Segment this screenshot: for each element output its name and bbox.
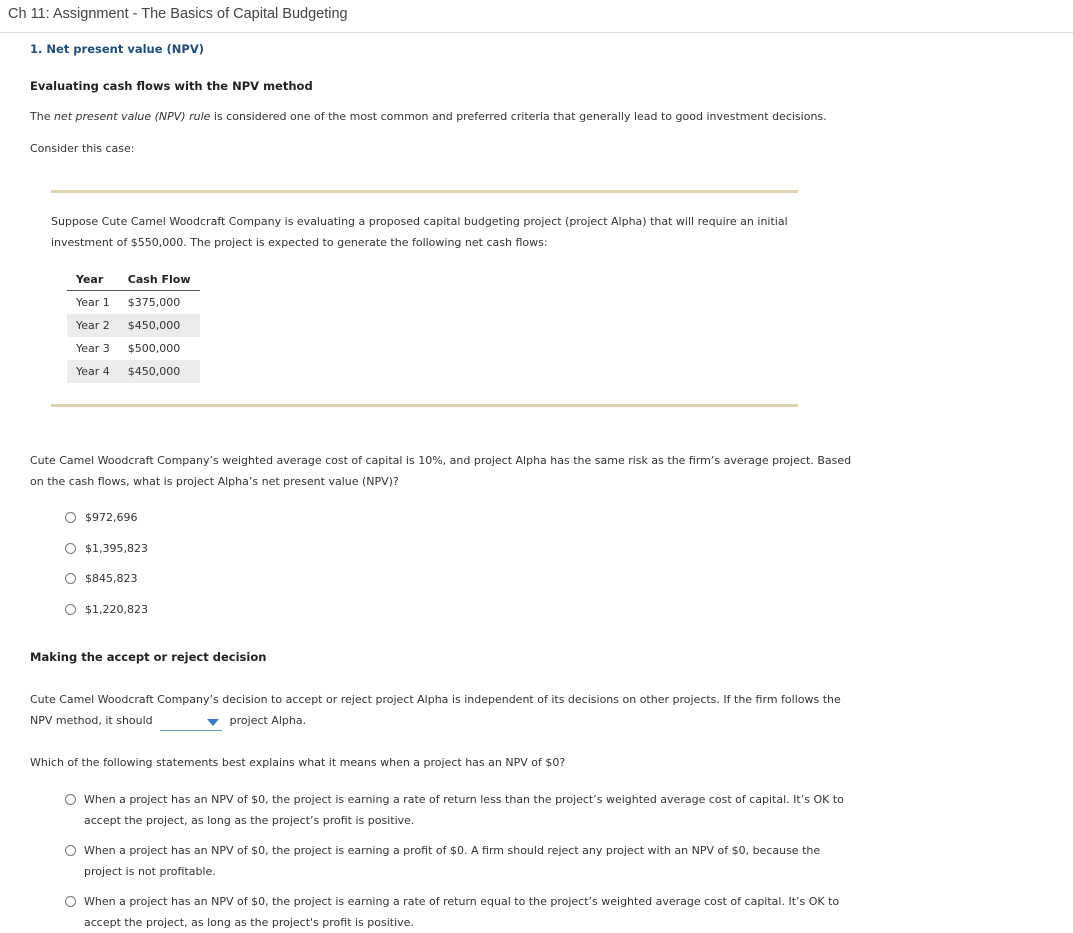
table-row <box>67 360 200 383</box>
npv-option-label: $845,823 <box>85 572 138 585</box>
case-description-line-1: Suppose Cute Camel Woodcraft Company is evaluating a proposed capital budgeting project (project Alpha) that will require an initial <box>51 215 788 228</box>
wacc-question-line-2: on the cash flows, what is project Alpha’s net present value (NPV)? <box>30 475 399 488</box>
assignment-title: Ch 11: Assignment - The Basics of Capital Budgeting <box>8 6 348 22</box>
cash-flow-column-header: Cash Flow <box>119 269 200 291</box>
radio-button[interactable] <box>65 512 76 523</box>
npv-zero-question: Which of the following statements best explains what it means when a project has an NPV of $0? <box>30 756 566 769</box>
consider-case-label: Consider this case: <box>30 142 135 155</box>
intro-text-start: The <box>30 110 54 123</box>
decision-line-2 <box>30 710 841 731</box>
table-row <box>67 314 200 337</box>
radio-button[interactable] <box>65 604 76 615</box>
assignment-header <box>0 0 1073 33</box>
npv-option-1[interactable] <box>65 511 138 524</box>
year-cell: Year 1 <box>76 296 110 309</box>
cash-flow-cell: $450,000 <box>119 314 200 337</box>
statement-line-1: When a project has an NPV of $0, the project is earning a rate of return less than the project’s weighted average cost of capital. It’s OK to <box>84 793 844 806</box>
npv-option-label: $1,220,823 <box>85 603 148 616</box>
statement-line-1: When a project has an NPV of $0, the project is earning a profit of $0. A firm should reject any project with an NPV of $0, because the <box>84 844 821 857</box>
intro-paragraph <box>30 106 827 127</box>
wacc-question <box>30 450 851 492</box>
case-description <box>51 211 788 253</box>
npv-rule-term: net present value (NPV) rule <box>53 110 211 123</box>
radio-button[interactable] <box>65 845 76 856</box>
radio-button[interactable] <box>65 896 76 907</box>
npv-option-label: $1,395,823 <box>85 542 148 555</box>
radio-button[interactable] <box>65 543 76 554</box>
cash-flow-table-header <box>67 269 200 291</box>
cash-flow-cell: $375,000 <box>127 296 181 309</box>
cash-flow-table <box>67 269 200 383</box>
statement-line-2: accept the project, as long as the project's profit is positive. <box>84 916 414 929</box>
accept-reject-dropdown[interactable] <box>160 716 222 731</box>
case-bottom-divider <box>51 404 798 407</box>
year-column-header: Year <box>67 269 119 291</box>
statement-option-text <box>84 891 845 933</box>
statement-line-2: project is not profitable. <box>84 865 216 878</box>
case-description-line-2: investment of $550,000. The project is expected to generate the following net cash flows: <box>51 236 548 249</box>
table-row <box>67 337 200 360</box>
statement-option-1[interactable] <box>65 789 845 831</box>
npv-option-4[interactable] <box>65 603 148 616</box>
wacc-question-line-1: Cute Camel Woodcraft Company’s weighted average cost of capital is 10%, and project Alpha has the same risk as the firm’s average project. Based <box>30 454 852 467</box>
npv-option-3[interactable] <box>65 572 138 585</box>
statement-option-3[interactable] <box>65 891 845 933</box>
case-top-divider <box>51 190 798 193</box>
intro-text-end: is considered one of the most common and preferred criteria that generally lead to good investment decisions. <box>210 110 827 123</box>
chevron-down-icon <box>207 719 219 726</box>
cash-flow-cell: $450,000 <box>119 360 200 383</box>
question-number-title: 1. Net present value (NPV) <box>30 42 204 56</box>
statement-line-2: accept the project, as long as the project’s profit is positive. <box>84 814 415 827</box>
npv-option-2[interactable] <box>65 542 148 555</box>
statement-option-2[interactable] <box>65 840 845 882</box>
decision-paragraph <box>30 689 841 731</box>
decision-line-1: Cute Camel Woodcraft Company’s decision to accept or reject project Alpha is independent of its decisions on other projects. If the firm follows the <box>30 693 841 706</box>
section-heading-npv: Evaluating cash flows with the NPV method <box>30 79 313 93</box>
decision-text-end: project Alpha. <box>229 714 307 727</box>
radio-button[interactable] <box>65 573 76 584</box>
year-cell: Year 4 <box>67 360 119 383</box>
statement-option-text <box>84 840 845 882</box>
decision-text-start: NPV method, it should <box>30 714 153 727</box>
cash-flow-cell: $500,000 <box>127 342 181 355</box>
statement-option-text <box>84 789 845 831</box>
statement-line-1: When a project has an NPV of $0, the project is earning a rate of return equal to the project’s weighted average cost of capital. It’s OK to <box>84 895 840 908</box>
section-heading-decision: Making the accept or reject decision <box>30 650 267 664</box>
year-cell: Year 3 <box>76 342 110 355</box>
table-row <box>67 291 200 315</box>
radio-button[interactable] <box>65 794 76 805</box>
year-cell: Year 2 <box>67 314 119 337</box>
npv-option-label: $972,696 <box>85 511 138 524</box>
